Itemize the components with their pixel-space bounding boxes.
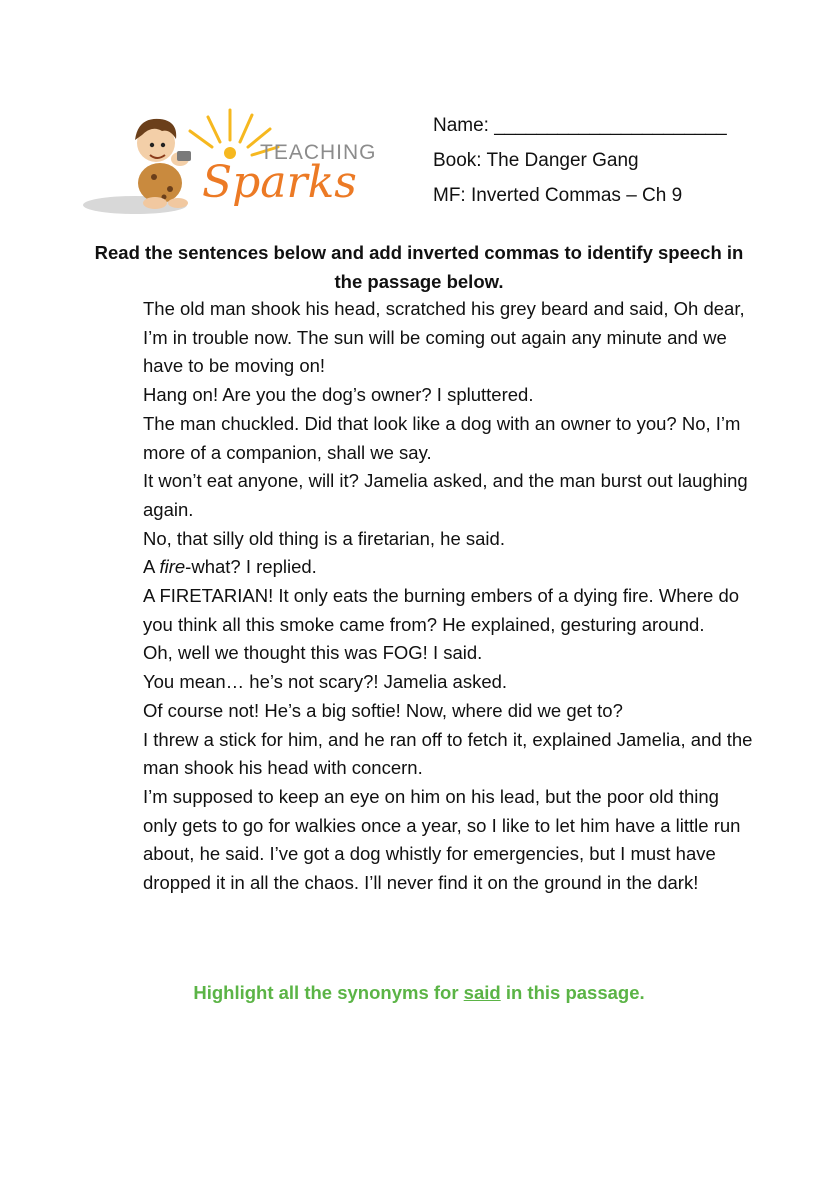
logo-graphic: [80, 95, 400, 225]
svg-text:Sparks: Sparks: [202, 157, 357, 208]
svg-text:TEACHING: TEACHING: [260, 141, 377, 164]
passage-paragraph: Oh, well we thought this was FOG! I said.: [143, 642, 483, 664]
highlight-task-instruction: [80, 982, 758, 1004]
passage-paragraph: A FIRETARIAN! It only eats the burning embers of a dying fire. Where do you think all this smoke came from? He explained, gesturing around.: [143, 585, 740, 635]
instruction-heading: Read the sentences below and add inverted commas to identify speech in the passage below.: [94, 242, 744, 292]
book-title: Book: The Danger Gang: [433, 150, 639, 171]
name-field-label: Name: ______________________: [433, 115, 727, 136]
passage-text: A: [143, 556, 160, 578]
passage-paragraph: The old man shook his head, scratched his grey beard and said, Oh dear, I’m in trouble now. The sun will be coming out again any minute and we have to be moving on!: [143, 298, 745, 377]
passage-paragraph: [143, 553, 753, 582]
mf-title: MF: Inverted Commas – Ch 9: [433, 185, 683, 206]
passage-paragraph: It won’t eat anyone, will it? Jamelia asked, and the man burst out laughing again.: [143, 470, 748, 520]
passage-paragraph: I threw a stick for him, and he ran off to fetch it, explained Jamelia, and the man shook his head with concern.: [143, 728, 753, 779]
italic-word: fire: [159, 556, 186, 578]
story-passage: [143, 295, 753, 898]
said-word: said: [463, 982, 501, 1003]
caveman-icon: [135, 119, 191, 209]
teaching-sparks-logo: [80, 95, 400, 225]
passage-paragraph: You mean… he’s not scary?! Jamelia asked.: [143, 671, 508, 693]
passage-text: -what? I replied.: [185, 556, 317, 578]
passage-paragraph: Of course not! He’s a big softie! Now, where did we get to?: [143, 699, 623, 721]
passage-paragraph: No, that silly old thing is a firetarian, he said.: [143, 527, 505, 549]
task-text: Highlight all the synonyms for: [193, 982, 464, 1003]
task-text: in this passage.: [500, 982, 645, 1003]
header-info: [433, 108, 727, 213]
passage-paragraph: I’m supposed to keep an eye on him on his lead, but the poor old thing only gets to go for walkies once a year, so I like to let him have a little run about, he said. I’ve got a dog whistly for emergencies, but I must have dropped it in all the chaos. I’ll never find it on the ground in the dark!: [143, 785, 741, 894]
passage-paragraph: Hang on! Are you the dog’s owner? I spluttered.: [143, 384, 534, 406]
passage-paragraph: The man chuckled. Did that look like a dog with an owner to you? No, I’m more of a companion, shall we say.: [143, 412, 741, 463]
